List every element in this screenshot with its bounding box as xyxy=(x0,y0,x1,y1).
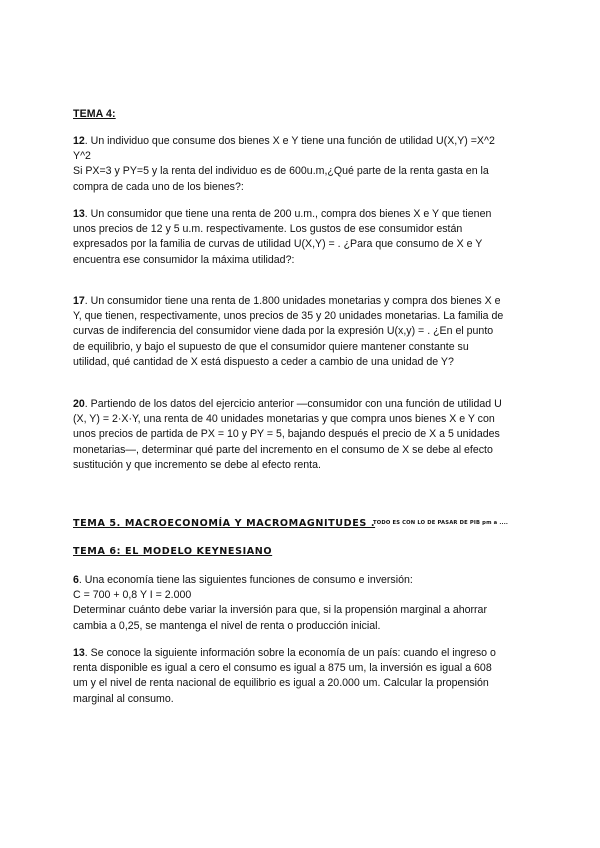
question-12 xyxy=(73,134,528,195)
question-13-consumer xyxy=(73,207,528,268)
q12-line-3: Si PX=3 y PY=5 y la renta del individuo es de 600u.m,¿Qué parte de la renta gasta en la xyxy=(73,165,489,178)
question-13-macro xyxy=(73,646,528,707)
q13-number: 13 xyxy=(73,208,85,220)
q6-line-1: 6. Una economía tiene las siguientes funciones de consumo e inversión: xyxy=(73,574,413,586)
q17-line-1: 17. Un consumidor tiene una renta de 1.800 unidades monetarias y compra dos bienes X e xyxy=(73,295,501,307)
q12-line-4: compra de cada uno de los bienes?: xyxy=(73,180,244,193)
tema5-note: TODO ES CON LO DE PASAR DE PIB pm a .... xyxy=(373,520,509,526)
q13-line-3: expresados por la familia de curvas de utilidad U(X,Y) = . ¿Para que consumo de X e Y xyxy=(73,238,483,251)
q17-line-4: de equilibrio, y bajo el supuesto de que el consumidor quiere mantener constante su xyxy=(73,340,469,353)
q13m-line-2: renta disponible es igual a cero el consumo es igual a 875 um, la inversión es igual a 608 xyxy=(73,662,492,675)
q13m-number: 13 xyxy=(73,647,85,659)
q20-number: 20 xyxy=(73,398,85,410)
q17-number: 17 xyxy=(73,295,85,307)
q13-line-4: encuentra ese consumidor la máxima utilidad?: xyxy=(73,253,295,266)
q13m-line-1: 13. Se conoce la siguiente información sobre la economía de un país: cuando el ingreso o xyxy=(73,647,496,659)
q6-number: 6 xyxy=(73,574,79,586)
q20-line-1: 20. Partiendo de los datos del ejercicio anterior —consumidor con una función de utilidad U xyxy=(73,398,502,410)
q13m-line-4: marginal al consumo. xyxy=(73,692,174,705)
q20-line-3: unos precios de partida de PX = 10 y PY = 5, bajando después el precio de X a 5 unidades xyxy=(73,428,500,441)
q12-line-2: Y^2 xyxy=(73,150,91,163)
q17-line-5: utilidad, qué cantidad de X está dispuesto a ceder a cambio de una unidad de Y? xyxy=(73,355,454,368)
q20-line-2: (X, Y) = 2·X·Y, una renta de 40 unidades monetarias y que compra unos bienes X e Y con xyxy=(73,413,495,426)
q12-number: 12 xyxy=(73,135,85,147)
tema6-heading: TEMA 6: EL MODELO KEYNESIANO xyxy=(73,546,273,557)
q13m-line-3: um y el nivel de renta nacional de equilibrio es igual a 20.000 um. Calcular la propensión xyxy=(73,677,489,690)
q13-line-2: unos precios de 12 y 5 u.m. respectivamente. Los gustos de ese consumidor están xyxy=(73,223,463,236)
q17-line-3: curvas de indiferencia del consumidor viene dada por la expresión U(x,y) = . ¿En el punto xyxy=(73,325,494,338)
question-20 xyxy=(73,397,528,473)
tema5-heading: TEMA 5. MACROECONOMÍA Y MACROMAGNITUDES . xyxy=(73,518,376,529)
question-17 xyxy=(73,294,528,370)
q12-line-1: 12. Un individuo que consume dos bienes X e Y tiene una función de utilidad U(X,Y) =X^2 xyxy=(73,135,495,147)
q6-line-3: Determinar cuánto debe variar la inversión para que, si la propensión marginal a ahorrar xyxy=(73,604,487,617)
q20-line-5: sustitución y que incremento se debe al efecto renta. xyxy=(73,458,321,471)
q17-line-2: Y, que tienen, respectivamente, unos precios de 35 y 20 unidades monetarias. La familia de xyxy=(73,310,504,323)
tema4-heading: TEMA 4: xyxy=(73,108,116,120)
q6-line-4: cambia a 0,25, se mantenga el nivel de renta o producción inicial. xyxy=(73,619,381,632)
q20-line-4: monetarias—, determinar qué parte del incremento en el consumo de X se debe al efecto xyxy=(73,443,493,456)
q6-line-2: C = 700 + 0,8 Y I = 2.000 xyxy=(73,589,192,602)
q13-line-1: 13. Un consumidor que tiene una renta de 200 u.m., compra dos bienes X e Y que tienen xyxy=(73,208,492,220)
question-6 xyxy=(73,573,528,634)
